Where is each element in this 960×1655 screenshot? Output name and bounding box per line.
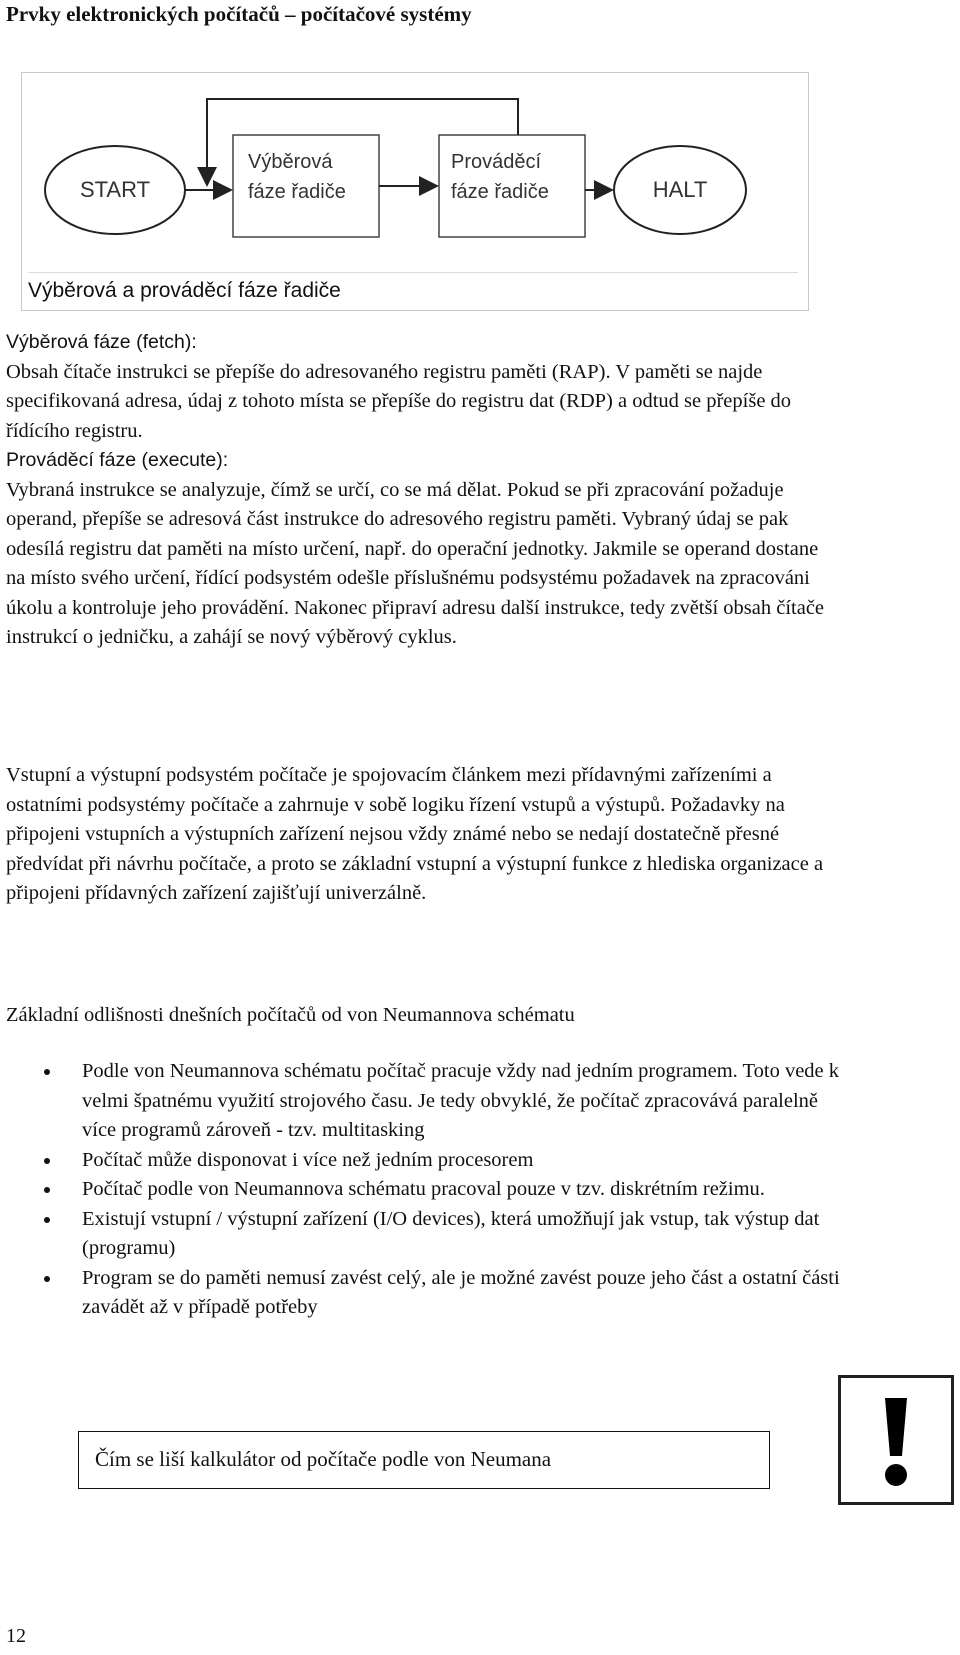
fetch-label-line2: fáze řadiče xyxy=(248,181,346,203)
execute-label-line2: fáze řadiče xyxy=(451,181,549,203)
differences-list xyxy=(40,1057,840,1323)
list-item: Počítač může disponovat i více než jedním procesorem xyxy=(40,1146,840,1176)
fetch-heading: Výběrová fáze (fetch): xyxy=(6,331,197,353)
halt-label: HALT xyxy=(652,177,708,202)
exclamation-icon xyxy=(838,1375,954,1505)
fetch-section xyxy=(6,328,836,653)
differences-heading: Základní odlišnosti dnešních počítačů od von Neumannova schématu xyxy=(6,1004,575,1026)
list-item: Podle von Neumannova schématu počítač pracuje vždy nad jedním programem. Toto vede k velmi špatnému využití strojového času. Je tedy obvyklé, že počítač zpracovává paralelně více programů zároveň - tzv. multitasking xyxy=(40,1057,840,1146)
execute-heading: Prováděcí fáze (execute): xyxy=(6,449,229,471)
diagram-drawing xyxy=(22,73,810,273)
io-section xyxy=(6,761,836,909)
start-label: START xyxy=(79,177,151,202)
execute-label-line1: Prováděcí xyxy=(451,151,542,173)
page-number: 12 xyxy=(6,1625,26,1647)
list-item: Program se do paměti nemusí zavést celý, ale je možné zavést pouze jeho část a ostatní části zavádět až v případě potřeby xyxy=(40,1264,840,1323)
execute-paragraph: Vybraná instrukce se analyzuje, čímž se určí, co se má dělat. Pokud se při zpracování požaduje operand, přepíše se adresová část instrukce do adresového registru paměti. Vybraný údaj se pak odesílá registru dat paměti na místo určení, např. do operační jednotky. Jakmile se operand dostane na místo svého určení, řídící podsystém odešle příslušnému podsystému požadavek na zpracováni úkolu a kontroluje jeho provádění. Nakonec připraví adresu další instrukce, tedy zvětší obsah čítače instrukcí o jedničku, a zahájí se nový výběrový cyklus. xyxy=(6,478,825,648)
list-item: Počítač podle von Neumannova schématu pracoval pouze v tzv. diskrétním režimu. xyxy=(40,1175,840,1205)
question-box: Čím se liší kalkulátor od počítače podle von Neumana xyxy=(78,1431,770,1489)
controller-phase-diagram xyxy=(21,72,809,311)
io-paragraph: Vstupní a výstupní podsystém počítače je spojovacím článkem mezi přídavnými zařízeními a ostatními podsystémy počítače a zahrnuje v sobě logiku řízení vstupů a výstupů. Požadavky na připojeni vstupních a výstupních zařízení nejsou vždy známé nebo se nedají dostatečně přesné předvídat při návrhu počítače, a proto se základní vstupní a výstupní funkce z hlediska organizace a připojeni přídavných zařízení zajišťují univerzálně. xyxy=(6,764,824,904)
fetch-paragraph: Obsah čítače instrukci se přepíše do adresovaného registru paměti (RAP). V paměti se najde specifikovaná adresa, údaj z tohoto místa se přepíše do registru dat (RDP) a odtud se přepíše do řídícího registru. xyxy=(6,360,792,442)
fetch-label-line1: Výběrová xyxy=(248,151,333,173)
figure-caption: Výběrová a prováděcí fáze řadiče xyxy=(28,272,798,308)
page-title: Prvky elektronických počítačů – počítačové systémy xyxy=(6,2,472,26)
list-item: Existují vstupní / výstupní zařízení (I/O devices), která umožňují jak vstup, tak výstup dat (programu) xyxy=(40,1205,840,1264)
